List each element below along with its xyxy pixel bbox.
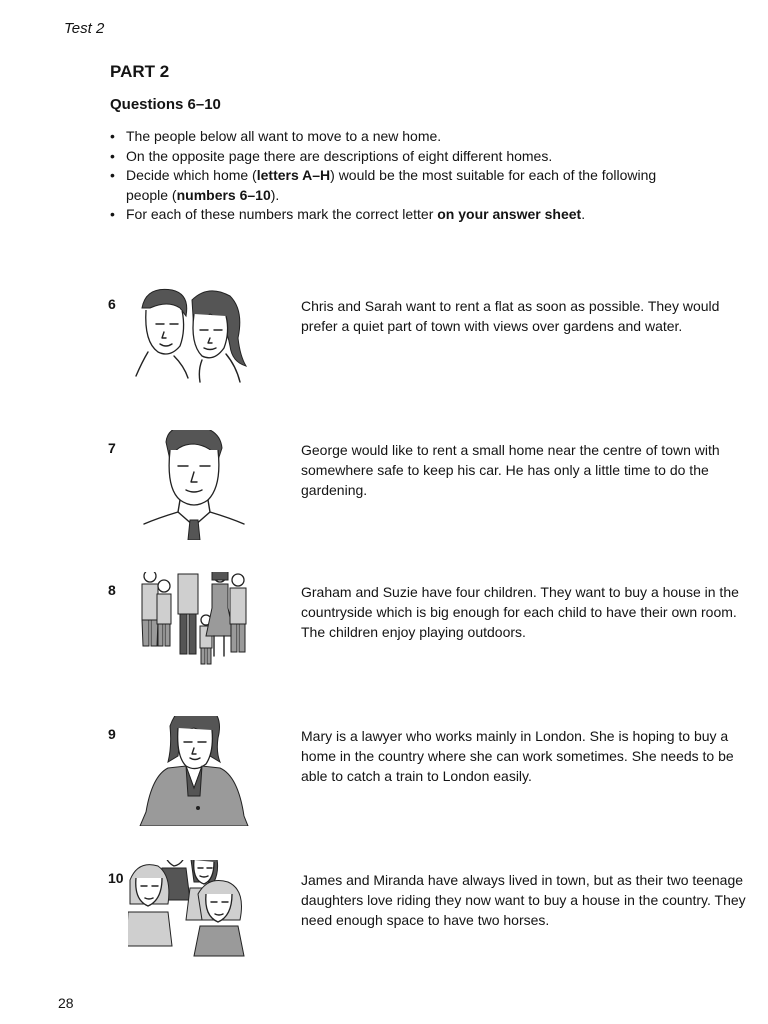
instruction-item: • For each of these numbers mark the correct letter on your answer sheet. bbox=[108, 205, 668, 225]
woman-illustration bbox=[128, 716, 258, 826]
instruction-item: • The people below all want to move to a new home. bbox=[108, 127, 668, 147]
couple-illustration bbox=[128, 286, 258, 396]
person-description: George would like to rent a small home near the centre of town with somewhere safe to keep his car. He has only a little time to do the gardening. bbox=[301, 442, 720, 498]
person-item-6 bbox=[0, 296, 768, 406]
family-of-four-illustration bbox=[128, 860, 258, 970]
person-item-8 bbox=[0, 582, 768, 692]
family-illustration bbox=[128, 572, 258, 682]
instruction-item: • On the opposite page there are descriptions of eight different homes. bbox=[108, 147, 668, 167]
question-number: 6 bbox=[108, 296, 116, 312]
man-illustration bbox=[128, 430, 258, 540]
person-description: Mary is a lawyer who works mainly in London. She is hoping to buy a home in the country where she can work sometimes. She needs to be able to catch a train to London easily. bbox=[301, 728, 734, 784]
question-number: 7 bbox=[108, 440, 116, 456]
bullet-icon: • bbox=[110, 167, 115, 183]
part-title: PART 2 bbox=[110, 62, 170, 81]
instruction-list bbox=[108, 127, 668, 225]
page-number: 28 bbox=[58, 995, 74, 1011]
questions-heading: Questions 6–10 bbox=[110, 96, 221, 113]
person-description: James and Miranda have always lived in town, but as their two teenage daughters love riding they now want to buy a house in the country. They need enough space to have two horses. bbox=[301, 872, 746, 928]
bullet-icon: • bbox=[110, 128, 115, 144]
instruction-item: • Decide which home (letters A–H) would be the most suitable for each of the following people (numbers 6–10). bbox=[110, 167, 657, 203]
person-item-9 bbox=[0, 726, 768, 836]
person-description: Chris and Sarah want to rent a flat as soon as possible. They would prefer a quiet part of town with views over gardens and water. bbox=[301, 298, 720, 334]
bullet-icon: • bbox=[110, 147, 115, 164]
section-header: Test 2 bbox=[64, 20, 105, 37]
question-number: 10 bbox=[108, 870, 124, 886]
person-description: Graham and Suzie have four children. They want to buy a house in the countryside which is big enough for each child to have their own room. The children enjoy playing outdoors. bbox=[301, 584, 739, 640]
question-number: 9 bbox=[108, 726, 116, 742]
bullet-icon: • bbox=[110, 206, 115, 222]
person-item-7 bbox=[0, 440, 768, 550]
person-item-10 bbox=[0, 870, 768, 980]
question-number: 8 bbox=[108, 582, 116, 598]
